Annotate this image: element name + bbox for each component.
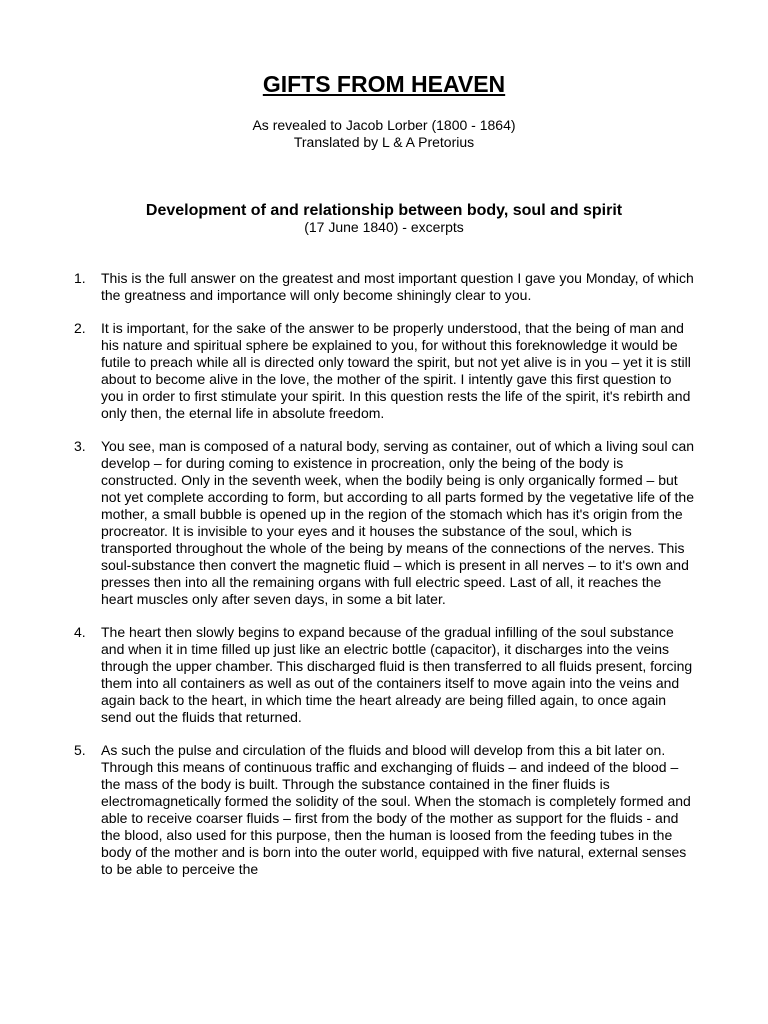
paragraph-text: This is the full answer on the greatest and most important question I gave you Monday, of which the greatness and importance will only become shiningly clear to you. [101,270,694,303]
paragraph-number: 3. [74,438,86,454]
paragraph-number: 4. [74,624,86,640]
list-item [0,320,697,422]
paragraph-text: The heart then slowly begins to expand because of the gradual infilling of the soul substance and when it in time filled up just like an electric bottle (capacitor), it discharges into the veins through the upper chamber. This discharged fluid is then transferred to all fluids present, forcing them into all containers as well as out of the containers itself to move again into the veins and again back to the heart, in which time the heart already are being filled again, to once again send out the fluids that returned. [101,624,693,725]
paragraph-text: It is important, for the sake of the answer to be properly understood, that the being of man and his nature and spiritual sphere be explained to you, for without this foreknowledge it would be futile to preach while all is directed only toward the spirit, but not yet alive is in you – yet it is still about to become alive in the love, the mother of the spirit. I intently gave this first question to you in order to first stimulate your spirit. In this question rests the life of the spirit, it's rebirth and only then, the eternal life in absolute freedom. [101,320,691,421]
paragraph-number: 2. [74,320,86,336]
translated-by-line: Translated by L & A Pretorius [293,134,475,150]
list-item [0,438,697,608]
document-title: GIFTS FROM HEAVEN [262,71,506,97]
list-item [0,624,697,726]
revealed-to-line: As revealed to Jacob Lorber (1800 - 1864) [252,117,516,133]
paragraph-text: As such the pulse and circulation of the fluids and blood will develop from this a bit later on. Through this means of continuous traffic and exchanging of fluids – and indeed of the blood – the mass of the body is built. Through the substance contained in the finer fluids is electromagnetically formed the solidity of the soul. When the stomach is completely formed and able to receive coarser fluids – first from the body of the mother as support for the fluids - and the blood, also used for this purpose, then the human is loosed from the feeding tubes in the body of the mother and is born into the outer world, equipped with five natural, external senses to be able to perceive the [101,742,691,877]
list-item [0,270,697,304]
list-item [0,742,697,878]
section-heading: Development of and relationship between body, soul and spirit [145,202,623,219]
paragraph-list [0,270,768,894]
section-date: (17 June 1840) - excerpts [304,219,464,235]
paragraph-number: 1. [74,270,86,286]
paragraph-text: You see, man is composed of a natural body, serving as container, out of which a living soul can develop – for during coming to existence in procreation, only the being of the body is constructed. Only in the seventh week, when the bodily being is only organically formed – but not yet complete according to form, but according to all parts formed by the vegetative life of the mother, a small bubble is opened up in the region of the stomach which has it's origin from the procreator. It is invisible to your eyes and it houses the substance of the soul, which is transported throughout the whole of the being by means of the connections of the nerves. This soul-substance then convert the magnetic fluid – which is present in all nerves – to it's own and presses then into all the remaining organs with full electric speed. Last of all, it reaches the heart muscles only after seven days, in some a bit later. [101,438,695,607]
paragraph-number: 5. [74,742,86,758]
